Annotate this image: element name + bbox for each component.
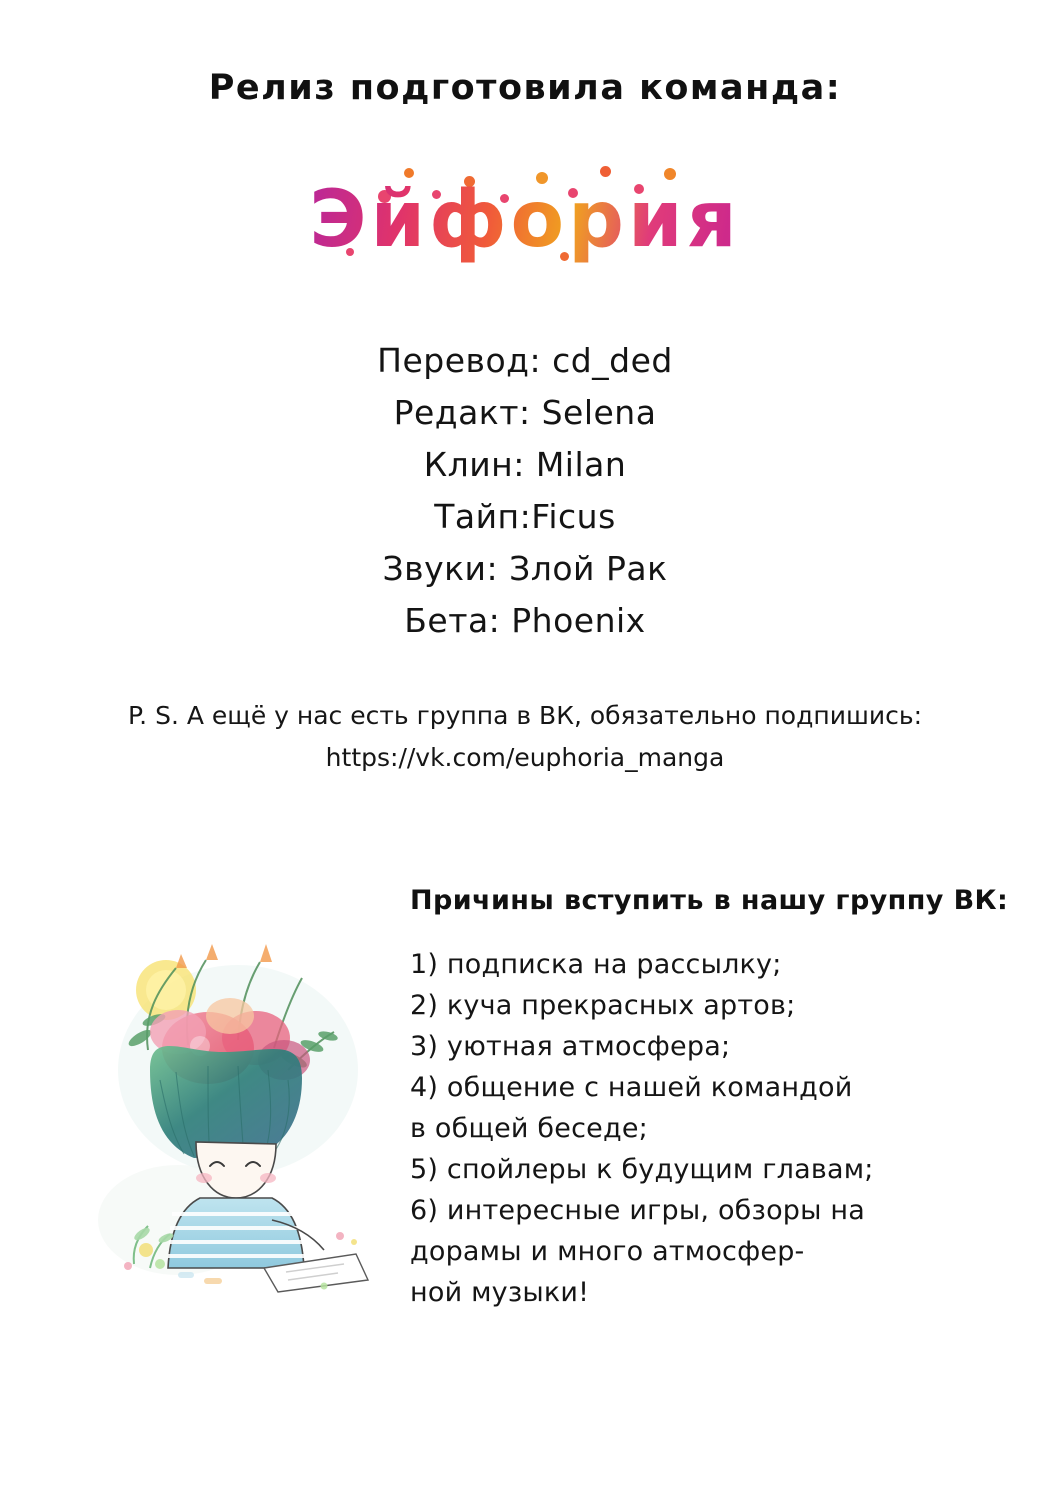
staff-line: Перевод: cd_ded (377, 341, 673, 380)
reason-item: 3) уютная атмосфера; (410, 1031, 731, 1062)
reason-item: 2) куча прекрасных артов; (410, 990, 796, 1021)
reason-item: 6) интересные игры, обзоры на (410, 1195, 866, 1226)
girl-with-flower-hair-illustration (88, 920, 378, 1300)
reason-item: ной музыки! (410, 1277, 590, 1308)
page-title: Релиз подготовила команда: (208, 68, 842, 108)
staff-line: Клин: Milan (423, 445, 627, 484)
reason-item: 4) общение с нашей командой (410, 1072, 853, 1103)
reason-item: дорамы и много атмосфер- (410, 1236, 805, 1267)
staff-line: Звуки: Злой Рак (382, 549, 668, 588)
vk-group-link[interactable]: https://vk.com/euphoria_manga (325, 743, 725, 772)
postscript-block (0, 695, 1050, 779)
reason-item: 5) спойлеры к будущим главам; (410, 1154, 874, 1185)
reasons-title: Причины вступить в нашу группу ВК: (410, 885, 1009, 916)
team-logo-text: Эйфория (309, 160, 740, 280)
reason-item: 1) подписка на рассылку; (410, 949, 782, 980)
postscript-text: P. S. А ещё у нас есть группа в ВК, обязательно подпишись: (128, 701, 922, 730)
staff-line: Бета: Phoenix (404, 601, 646, 640)
staff-list (0, 335, 1050, 647)
reasons-list (410, 885, 1010, 1313)
staff-line: Тайп:Ficus (434, 497, 616, 536)
team-logo (0, 160, 1050, 290)
staff-line: Редакт: Selena (393, 393, 657, 432)
reason-item: в общей беседе; (410, 1113, 648, 1144)
